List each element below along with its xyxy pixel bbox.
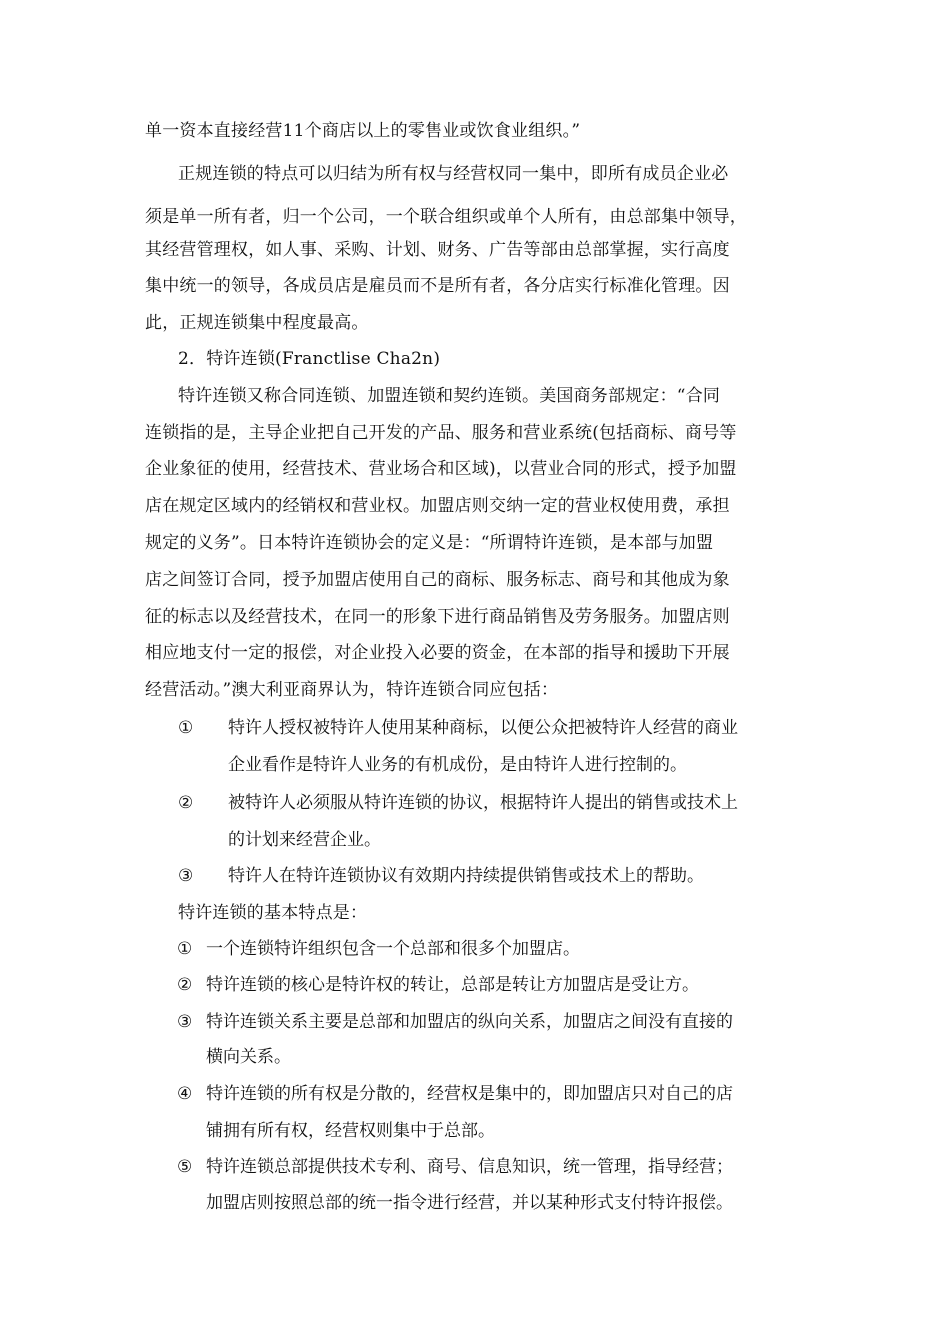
list-item-marker: ② [177, 975, 193, 995]
section-heading: 2．特许连锁(Franctlise Cha2n) [178, 349, 441, 369]
paragraph-line: 其经营管理权，如人事、采购、计划、财务、广告等部由总部掌握，实行高度 [145, 240, 730, 260]
paragraph-line: 征的标志以及经营技术，在同一的形象下进行商品销售及劳务服务。加盟店则 [145, 607, 730, 627]
paragraph-line: 此，正规连锁集中程度最高。 [145, 313, 369, 333]
list-item-marker: ① [177, 939, 193, 959]
paragraph-line: 连锁指的是，主导企业把自己开发的产品、服务和营业系统(包括商标、商号等 [145, 423, 737, 443]
list-item-marker: ③ [178, 866, 194, 886]
list-item-text: 铺拥有所有权，经营权则集中于总部。 [206, 1121, 495, 1141]
list-item-text: 横向关系。 [206, 1047, 291, 1067]
list-item-text: 特许连锁关系主要是总部和加盟店的纵向关系，加盟店之间没有直接的 [206, 1012, 733, 1032]
paragraph-line: 集中统一的领导，各成员店是雇员而不是所有者，各分店实行标准化管理。因 [145, 276, 730, 296]
list-item-marker: ④ [177, 1084, 193, 1104]
paragraph-line: 须是单一所有者，归一个公司，一个联合组织或单个人所有，由总部集中领导， [145, 207, 747, 227]
list-item-text: 特许连锁的核心是特许权的转让，总部是转让方加盟店是受让方。 [206, 975, 699, 995]
list-item-text: 特许人授权被特许人使用某种商标，以便公众把被特许人经营的商业 [228, 718, 738, 738]
paragraph-line: 企业象征的使用，经营技术、营业场合和区域)，以营业合同的形式，授予加盟 [145, 459, 737, 479]
list-item-text: 加盟店则按照总部的统一指令进行经营，并以某种形式支付特许报偿。 [206, 1193, 733, 1213]
features-heading: 特许连锁的基本特点是： [178, 903, 368, 923]
list-item-text: 被特许人必须服从特许连锁的协议，根据特许人提出的销售或技术上 [228, 793, 738, 813]
paragraph-line: 经营活动。”澳大利亚商界认为，特许连锁合同应包括： [145, 680, 559, 700]
list-item-text: 企业看作是特许人业务的有机成份，是由特许人进行控制的。 [228, 755, 687, 775]
intro-tail-line: 单一资本直接经营11个商店以上的零售业或饮食业组织。” [145, 121, 581, 141]
list-item-text: 特许连锁总部提供技术专利、商号、信息知识，统一管理，指导经营； [206, 1157, 733, 1177]
list-item-marker: ⑤ [177, 1157, 193, 1177]
list-item-marker: ③ [177, 1012, 193, 1032]
paragraph-line: 店在规定区域内的经销权和营业权。加盟店则交纳一定的营业权使用费，承担 [145, 496, 730, 516]
list-item-marker: ① [178, 718, 194, 738]
paragraph-line: 相应地支付一定的报偿，对企业投入必要的资金，在本部的指导和援助下开展 [145, 643, 730, 663]
list-item-text: 特许人在特许连锁协议有效期内持续提供销售或技术上的帮助。 [228, 866, 704, 886]
paragraph-line: 店之间签订合同，授予加盟店使用自己的商标、服务标志、商号和其他成为象 [145, 570, 730, 590]
paragraph-line: 正规连锁的特点可以归结为所有权与经营权同一集中，即所有成员企业必 [178, 164, 729, 184]
list-item-text: 特许连锁的所有权是分散的，经营权是集中的，即加盟店只对自己的店 [206, 1084, 733, 1104]
list-item-marker: ② [178, 793, 194, 813]
list-item-text: 一个连锁特许组织包含一个总部和很多个加盟店。 [206, 939, 580, 959]
paragraph-line: 规定的义务”。日本特许连锁协会的定义是：“所谓特许连锁，是本部与加盟 [145, 533, 714, 553]
paragraph-line: 特许连锁又称合同连锁、加盟连锁和契约连锁。美国商务部规定：“合同 [178, 386, 721, 406]
list-item-text: 的计划来经营企业。 [228, 830, 381, 850]
